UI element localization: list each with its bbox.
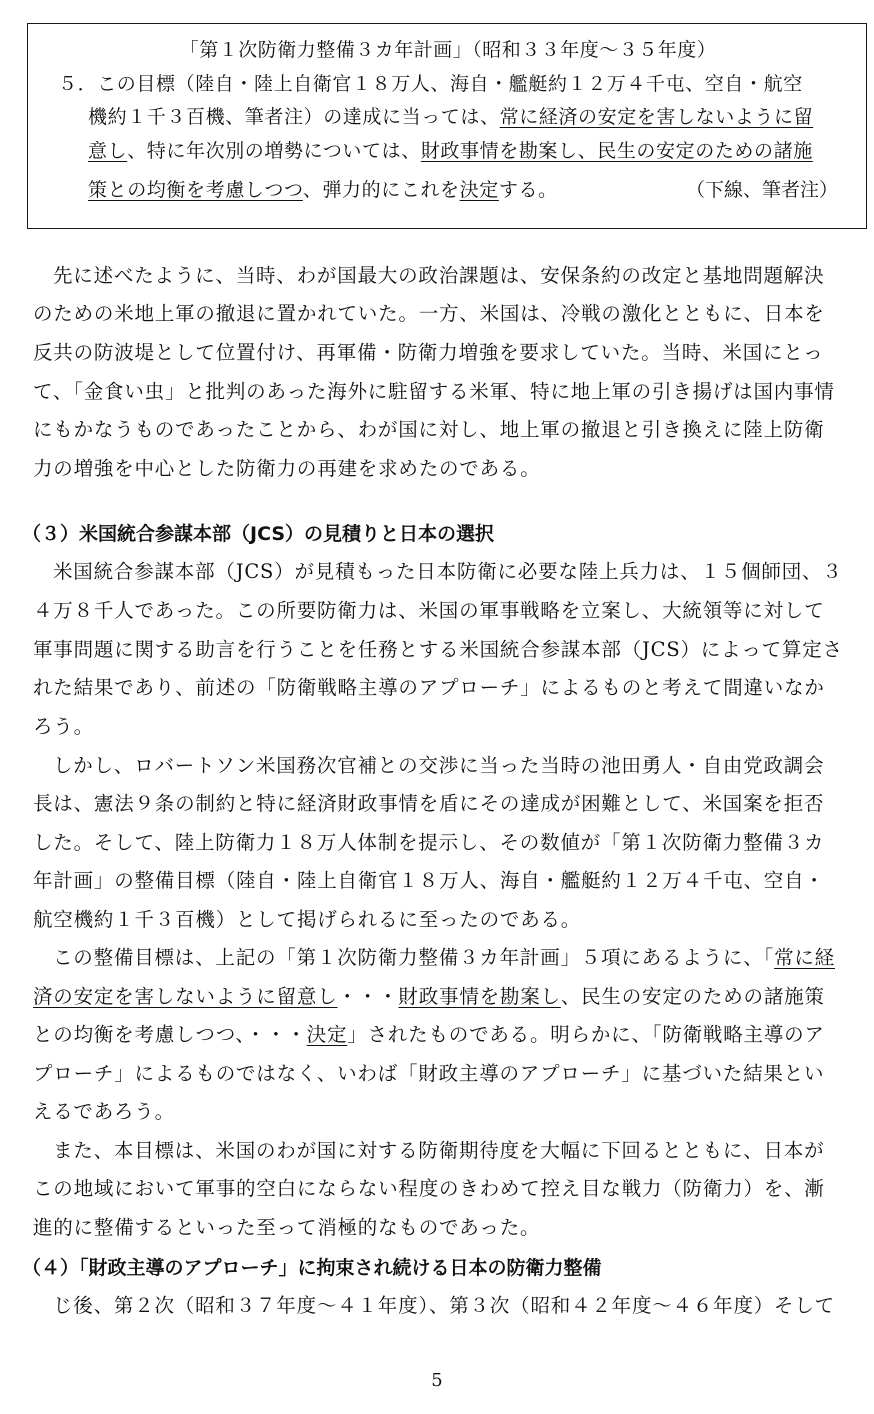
paragraph-line: て、「金食い虫」と批判のあった海外に駐留する米軍、特に地上軍の引き揚げは国内事情 bbox=[33, 380, 835, 403]
quoted-plan-box bbox=[27, 23, 867, 229]
section-heading-3: （３）米国統合参謀本部（JCS）の見積りと日本の選択 bbox=[22, 523, 495, 545]
paragraph-line: 米国統合参謀本部（JCS）が見積もった日本防衛に必要な陸上兵力は、１５個師団、３ bbox=[53, 560, 843, 583]
paragraph-text: との均衡を考慮しつつ、・・・ bbox=[33, 1023, 307, 1046]
underlined-text: 済の安定を害しないように留意し bbox=[33, 985, 338, 1008]
paragraph-line: えるであろう。 bbox=[33, 1100, 175, 1123]
paragraph-line: 反共の防波堤として位置付け、再軍備・防衛力増強を要求していた。当時、米国にとっ bbox=[33, 341, 824, 364]
box-text: 、特に年次別の増勢については、 bbox=[127, 140, 421, 162]
box-line-3 bbox=[88, 137, 813, 165]
box-text: する。 bbox=[498, 179, 558, 201]
paragraph-line: ４万８千人であった。この所要防衛力は、米国の軍事戦略を立案し、大統領等に対して bbox=[33, 599, 825, 622]
paragraph-line: のための米地上軍の撤退に置かれていた。一方、米国は、冷戦の激化とともに、日本を bbox=[33, 302, 825, 325]
paragraph-line: れた結果であり、前述の「防衛戦略主導のアプローチ」によるものと考えて間違いなか bbox=[33, 676, 825, 699]
underlined-text: 財政事情を勘案し bbox=[398, 985, 561, 1008]
paragraph-line: 進的に整備するといった至って消極的なものであった。 bbox=[33, 1216, 541, 1239]
paragraph-line: プローチ」によるものではなく、いわば「財政主導のアプローチ」に基づいた結果とい bbox=[33, 1062, 825, 1085]
paragraph-line: 先に述べたように、当時、わが国最大の政治課題は、安保条約の改定と基地問題解決 bbox=[53, 264, 825, 287]
box-text: 機約１千３百機、筆者注）の達成に当っては、 bbox=[88, 106, 500, 128]
paragraph-line bbox=[33, 1021, 825, 1049]
section-heading-4: （４）「財政主導のアプローチ」に拘束され続ける日本の防衛力整備 bbox=[22, 1257, 602, 1279]
underlined-text: 決定 bbox=[306, 1023, 348, 1046]
paragraph-line: じ後、第２次（昭和３７年度～４１年度）、第３次（昭和４２年度～４６年度）そして bbox=[53, 1294, 835, 1317]
paragraph-line: しかし、ロバートソン米国務次官補との交渉に当った当時の池田勇人・自由党政調会 bbox=[53, 754, 825, 777]
underlined-text: 決定 bbox=[459, 179, 499, 201]
paragraph-line: この地域において軍事的空白にならない程度のきわめて控え目な戦力（防衛力）を、漸 bbox=[33, 1177, 825, 1200]
paragraph-line: した。そして、陸上防衛力１８万人体制を提示し、その数値が「第１次防衛力整備３カ bbox=[33, 831, 825, 854]
paragraph-line: 軍事問題に関する助言を行うことを任務とする米国統合参謀本部（JCS）によって算定さ bbox=[33, 638, 843, 661]
box-line-4 bbox=[88, 176, 558, 204]
box-line-1: ５．この目標（陸自・陸上自衛官１８万人、海自・艦艇約１２万４千屯、空自・航空 bbox=[58, 73, 803, 95]
box-line-2 bbox=[88, 103, 813, 131]
paragraph-line: 長は、憲法９条の制約と特に経済財政事情を盾にその達成が困難として、米国案を拒否 bbox=[33, 792, 825, 815]
paragraph-text: この整備目標は、上記の「第１次防衛力整備３カ年計画」５項にあるように、「 bbox=[53, 946, 775, 969]
underlined-text: 財政事情を勘案し、民生の安定のための諸施 bbox=[420, 140, 813, 162]
box-note: （下線、筆者注） bbox=[685, 179, 838, 201]
paragraph-line bbox=[33, 983, 825, 1011]
paragraph-line: ろう。 bbox=[33, 715, 94, 738]
paragraph-text: 」されたものである。明らかに、「防衛戦略主導のア bbox=[347, 1023, 825, 1046]
underlined-text: 意し bbox=[88, 140, 128, 162]
paragraph-line: にもかなうものであったことから、わが国に対し、地上軍の撤退と引き換えに陸上防衛 bbox=[33, 418, 825, 441]
page-number: 5 bbox=[431, 1370, 443, 1391]
box-text: 、弾力的にこれを bbox=[302, 179, 460, 201]
box-title: 「第１次防衛力整備３カ年計画」（昭和３３年度～３５年度） bbox=[179, 39, 717, 61]
paragraph-text: 、民生の安定のための諸施策 bbox=[560, 985, 825, 1008]
underlined-text: 策との均衡を考慮しつつ bbox=[88, 179, 303, 201]
underlined-text: 常に経済の安定を害しないように留 bbox=[499, 106, 814, 128]
paragraph-line: また、本目標は、米国のわが国に対する防衛期待度を大幅に下回るとともに、日本が bbox=[53, 1139, 825, 1162]
paragraph-line: 航空機約１千３百機）として掲げられるに至ったのである。 bbox=[33, 908, 582, 931]
paragraph-text: ・・・ bbox=[337, 985, 399, 1008]
paragraph-line bbox=[53, 944, 835, 972]
paragraph-line: 力の増強を中心とした防衛力の再建を求めたのである。 bbox=[33, 457, 541, 480]
paragraph-line: 年計画」の整備目標（陸自・陸上自衛官１８万人、海自・艦艇約１２万４千屯、空自・ bbox=[33, 869, 825, 892]
underlined-text: 常に経 bbox=[774, 946, 835, 969]
